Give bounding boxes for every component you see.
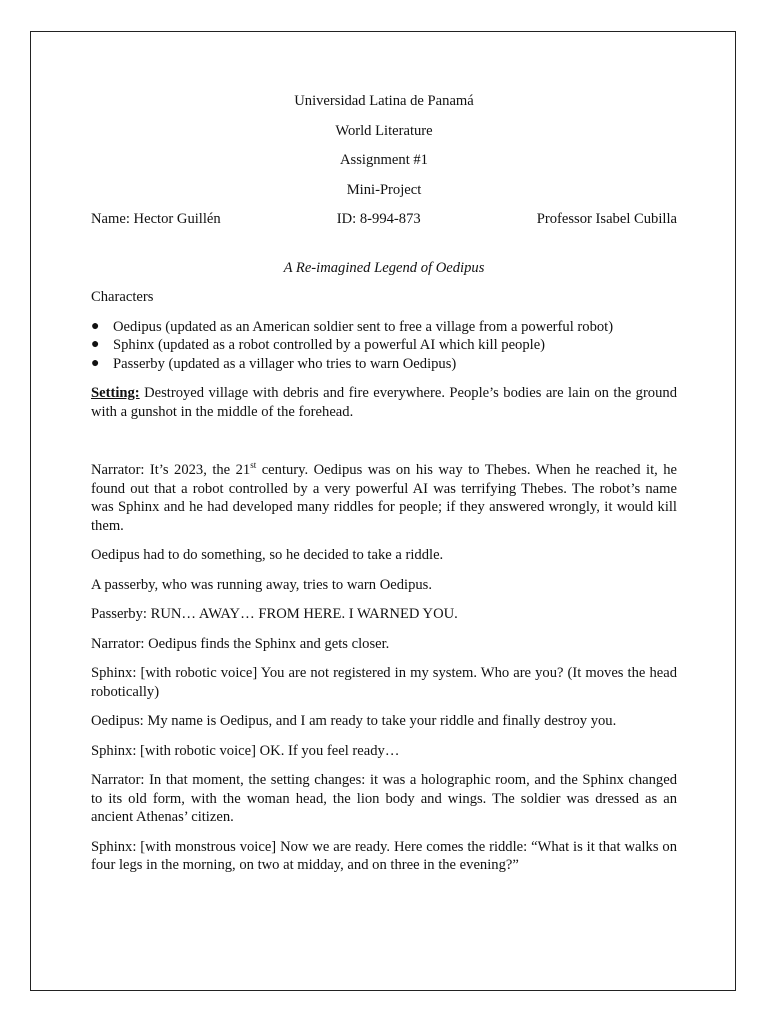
list-item: [91, 355, 677, 374]
student-id: ID: 8-994-873: [336, 211, 421, 227]
spacer: [91, 432, 677, 461]
setting-text: Destroyed village with debris and fire everywhere. People’s bodies are lain on the ground with a gunshot in the middle of the forehead.: [91, 385, 677, 420]
setting-label: Setting:: [91, 385, 140, 401]
story-paragraph: Oedipus had to do something, so he decided to take a riddle.: [91, 547, 444, 563]
document-content: [91, 92, 677, 886]
story-paragraph: Oedipus: My name is Oedipus, and I am ready to take your riddle and finally destroy you.: [91, 713, 617, 729]
story-paragraph: Sphinx: [with monstrous voice] Now we are ready. Here comes the riddle: “What is it that walks on four legs in the morning, on two at midday, and on three in the evening?”: [91, 838, 677, 873]
list-item: [91, 336, 677, 355]
course-name: World Literature: [335, 122, 433, 139]
character-text: Passerby (updated as a villager who tries to warn Oedipus): [113, 355, 457, 372]
characters-list: [91, 318, 677, 374]
story-paragraph: Sphinx: [with robotic voice] You are not registered in my system. Who are you? (It moves the head robotically): [91, 665, 677, 700]
bullet-icon: ●: [91, 337, 100, 352]
assignment-number: Assignment #1: [340, 152, 428, 168]
bullet-icon: ●: [91, 318, 100, 334]
story-paragraph: Narrator: In that moment, the setting changes: it was a holographic room, and the Sphinx changed to its old form, with the woman head, the lion body and wings. The soldier was dressed as an ancient Athenas’ citizen.: [91, 772, 677, 825]
story-paragraph: Sphinx: [with robotic voice] OK. If you feel ready…: [91, 742, 400, 759]
narrator-intro-paragraph: [91, 461, 677, 535]
characters-heading: Characters: [91, 289, 154, 305]
story-paragraph: A passerby, who was running away, tries to warn Oedipus.: [91, 576, 432, 593]
bullet-icon: ●: [91, 355, 100, 371]
ordinal-suffix: st: [250, 460, 257, 471]
list-item: [91, 318, 677, 337]
narrator-intro-start: Narrator: It’s 2023, the 21: [91, 462, 251, 478]
professor-name: Professor Isabel Cubilla: [536, 211, 677, 227]
setting-paragraph: [91, 384, 677, 421]
character-text: Sphinx (updated as a robot controlled by a powerful AI which kill people): [113, 337, 546, 353]
student-name: Name: Hector Guillén: [91, 211, 221, 227]
story-paragraph: Passerby: RUN… AWAY… FROM HERE. I WARNED YOU.: [91, 606, 458, 622]
narrator-intro-rest: century. Oedipus was on his way to Thebes. When he reached it, he found out that a robot controlled by a very powerful AI was terrifying Thebes. The robot’s name was Sphinx and he had developed many riddles for people; if they answered wrongly, it would kill them.: [91, 462, 678, 534]
character-text: Oedipus (updated as an American soldier sent to free a village from a powerful robot): [113, 318, 614, 335]
project-type: Mini-Project: [346, 181, 422, 198]
university-name: Universidad Latina de Panamá: [294, 93, 474, 109]
document-page: [30, 31, 736, 991]
student-info-row: [91, 210, 677, 229]
story-title: A Re-imagined Legend of Oedipus: [283, 259, 485, 276]
story-paragraph: Narrator: Oedipus finds the Sphinx and gets closer.: [91, 635, 390, 652]
